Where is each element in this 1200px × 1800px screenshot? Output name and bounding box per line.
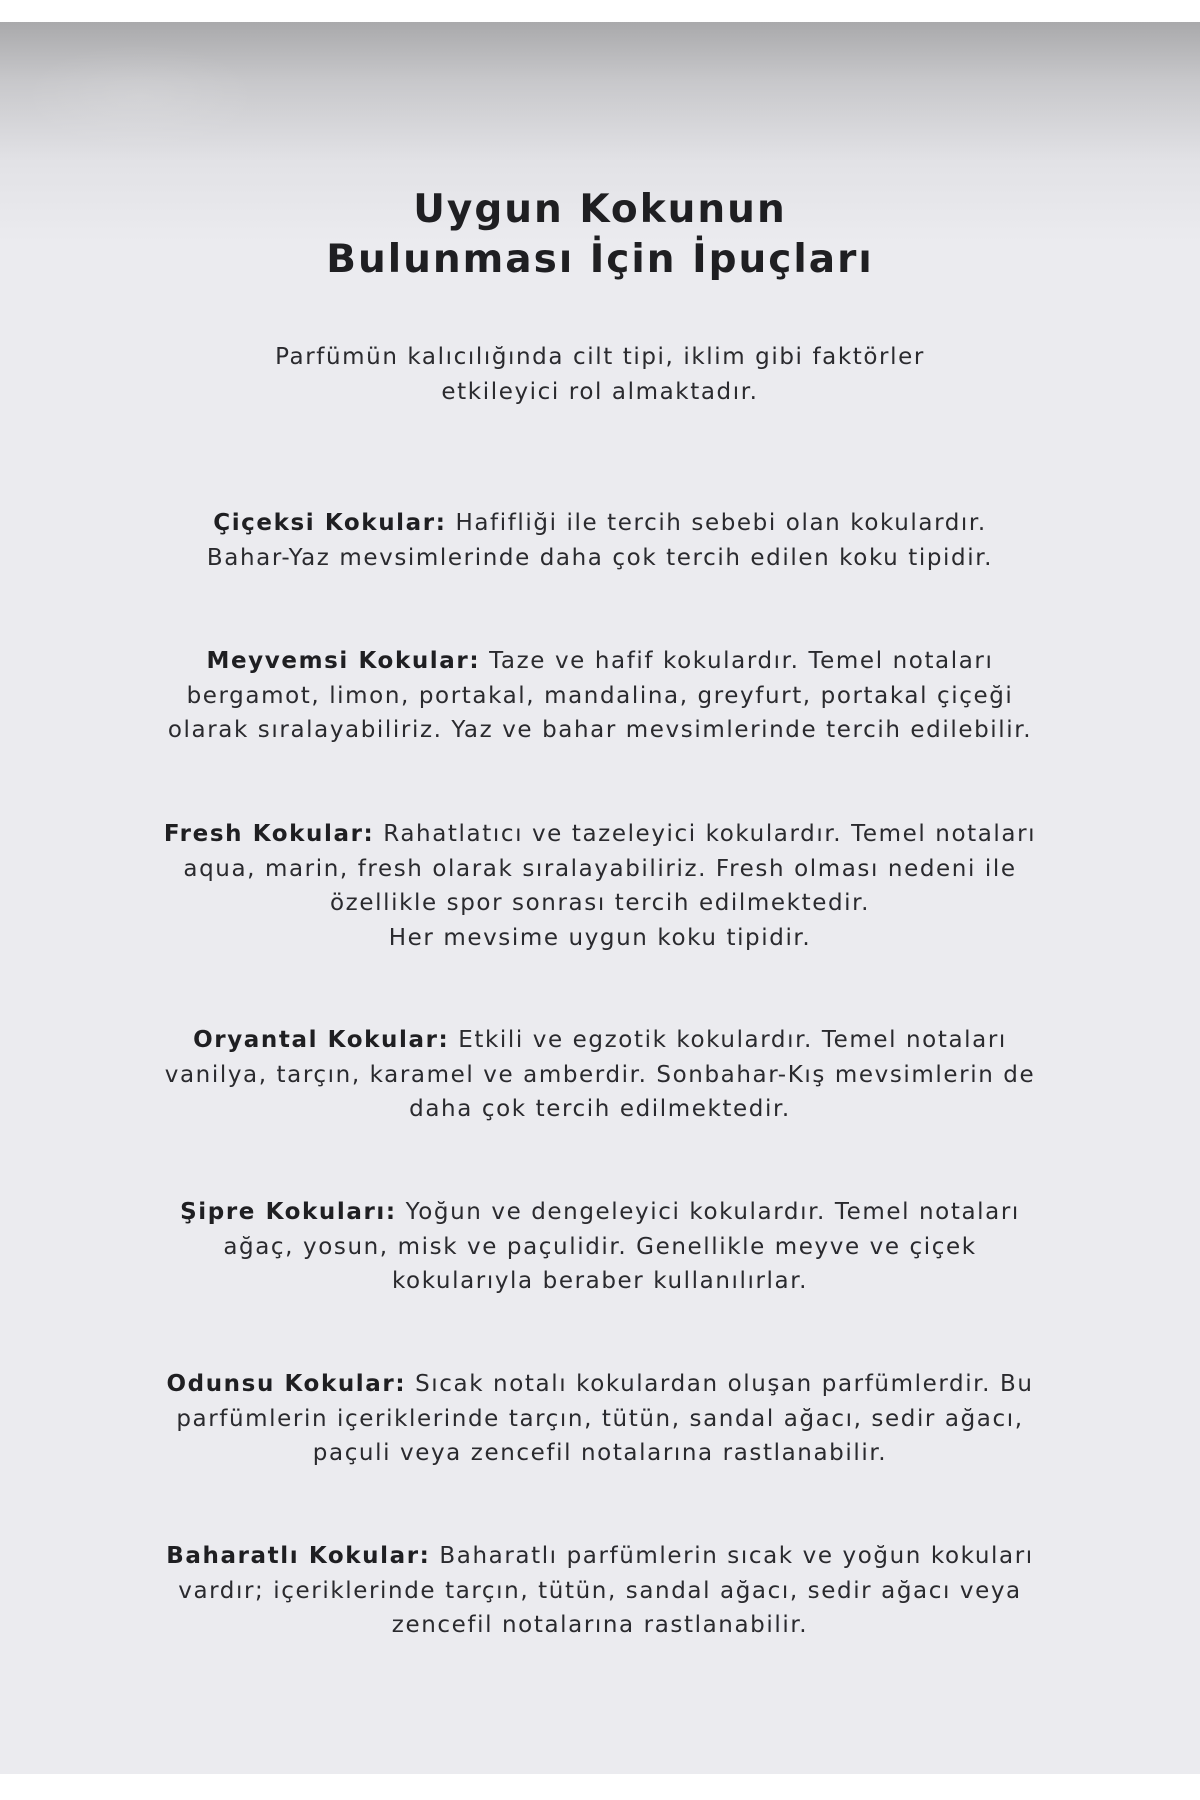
section-label: Şipre Kokuları:	[180, 1199, 397, 1225]
section-line: özellikle spor sonrası tercih edilmektedir.	[330, 890, 870, 916]
section-line: olarak sıralayabiliriz. Yaz ve bahar mevsimlerinde tercih edilebilir.	[167, 717, 1033, 743]
section-line: vardır; içeriklerinde tarçın, tütün, sandal ağacı, sedir ağacı veya	[178, 1577, 1022, 1604]
section-chypre	[0, 1195, 1200, 1299]
section-text: Taze ve hafif kokulardır. Temel notaları	[489, 648, 994, 674]
section-label: Fresh Kokular:	[163, 821, 375, 847]
section-line	[0, 817, 1200, 852]
section-floral	[0, 506, 1200, 575]
section-label: Baharatlı Kokular:	[166, 1543, 431, 1569]
section-line	[0, 644, 1200, 679]
section-line: kokularıyla beraber kullanılırlar.	[391, 1268, 809, 1294]
section-line: bergamot, limon, portakal, mandalina, greyfurt, portakal çiçeği	[186, 682, 1014, 709]
section-text: Etkili ve egzotik kokulardır. Temel notaları	[458, 1027, 1007, 1053]
section-woody	[0, 1367, 1200, 1471]
intro-line-2: etkileyici rol almaktadır.	[441, 379, 759, 405]
section-line: Her mevsime uygun koku tipidir.	[388, 924, 812, 951]
section-line	[0, 1023, 1200, 1058]
section-line: daha çok tercih edilmektedir.	[409, 1096, 791, 1122]
info-card	[0, 22, 1200, 1774]
section-label: Meyvemsi Kokular:	[206, 648, 481, 674]
intro-text	[0, 340, 1200, 410]
section-line: aqua, marin, fresh olarak sıralayabiliriz. Fresh olması nedeni ile	[183, 855, 1017, 882]
section-label: Oryantal Kokular:	[193, 1027, 450, 1053]
section-oriental	[0, 1023, 1200, 1127]
section-line	[0, 1367, 1200, 1402]
section-label: Odunsu Kokular:	[166, 1371, 407, 1397]
page-title	[0, 185, 1200, 285]
section-fresh	[0, 817, 1200, 955]
section-text: Sıcak notalı kokulardan oluşan parfümlerdir. Bu	[415, 1371, 1034, 1397]
section-line: zencefil notalarına rastlanabilir.	[391, 1612, 809, 1638]
light-glare	[20, 42, 260, 152]
section-line	[0, 1195, 1200, 1230]
title-line-1: Uygun Kokunun	[413, 187, 787, 232]
section-line	[0, 506, 1200, 541]
title-line-2: Bulunması İçin İpuçları	[326, 237, 874, 282]
section-line: vanilya, tarçın, karamel ve amberdir. Sonbahar-Kış mevsimlerin de	[164, 1061, 1036, 1088]
section-label: Çiçeksi Kokular:	[213, 510, 447, 536]
section-text: Yoğun ve dengeleyici kokulardır. Temel notaları	[405, 1199, 1020, 1225]
section-fruity	[0, 644, 1200, 748]
section-line	[0, 1539, 1200, 1574]
section-line: Bahar-Yaz mevsimlerinde daha çok tercih edilen koku tipidir.	[206, 544, 994, 571]
section-spicy	[0, 1539, 1200, 1643]
section-line: parfümlerin içeriklerinde tarçın, tütün, sandal ağacı, sedir ağacı,	[176, 1405, 1024, 1432]
section-line: paçuli veya zencefil notalarına rastlanabilir.	[312, 1440, 888, 1466]
section-line: ağaç, yosun, misk ve paçulidir. Genellikle meyve ve çiçek	[223, 1233, 977, 1260]
section-text: Rahatlatıcı ve tazeleyici kokulardır. Temel notaları	[383, 821, 1037, 847]
section-text: Baharatlı parfümlerin sıcak ve yoğun kokuları	[439, 1543, 1034, 1569]
section-text: Hafifliği ile tercih sebebi olan kokulardır.	[455, 510, 987, 536]
intro-line-1: Parfümün kalıcılığında cilt tipi, iklim gibi faktörler	[275, 344, 925, 370]
